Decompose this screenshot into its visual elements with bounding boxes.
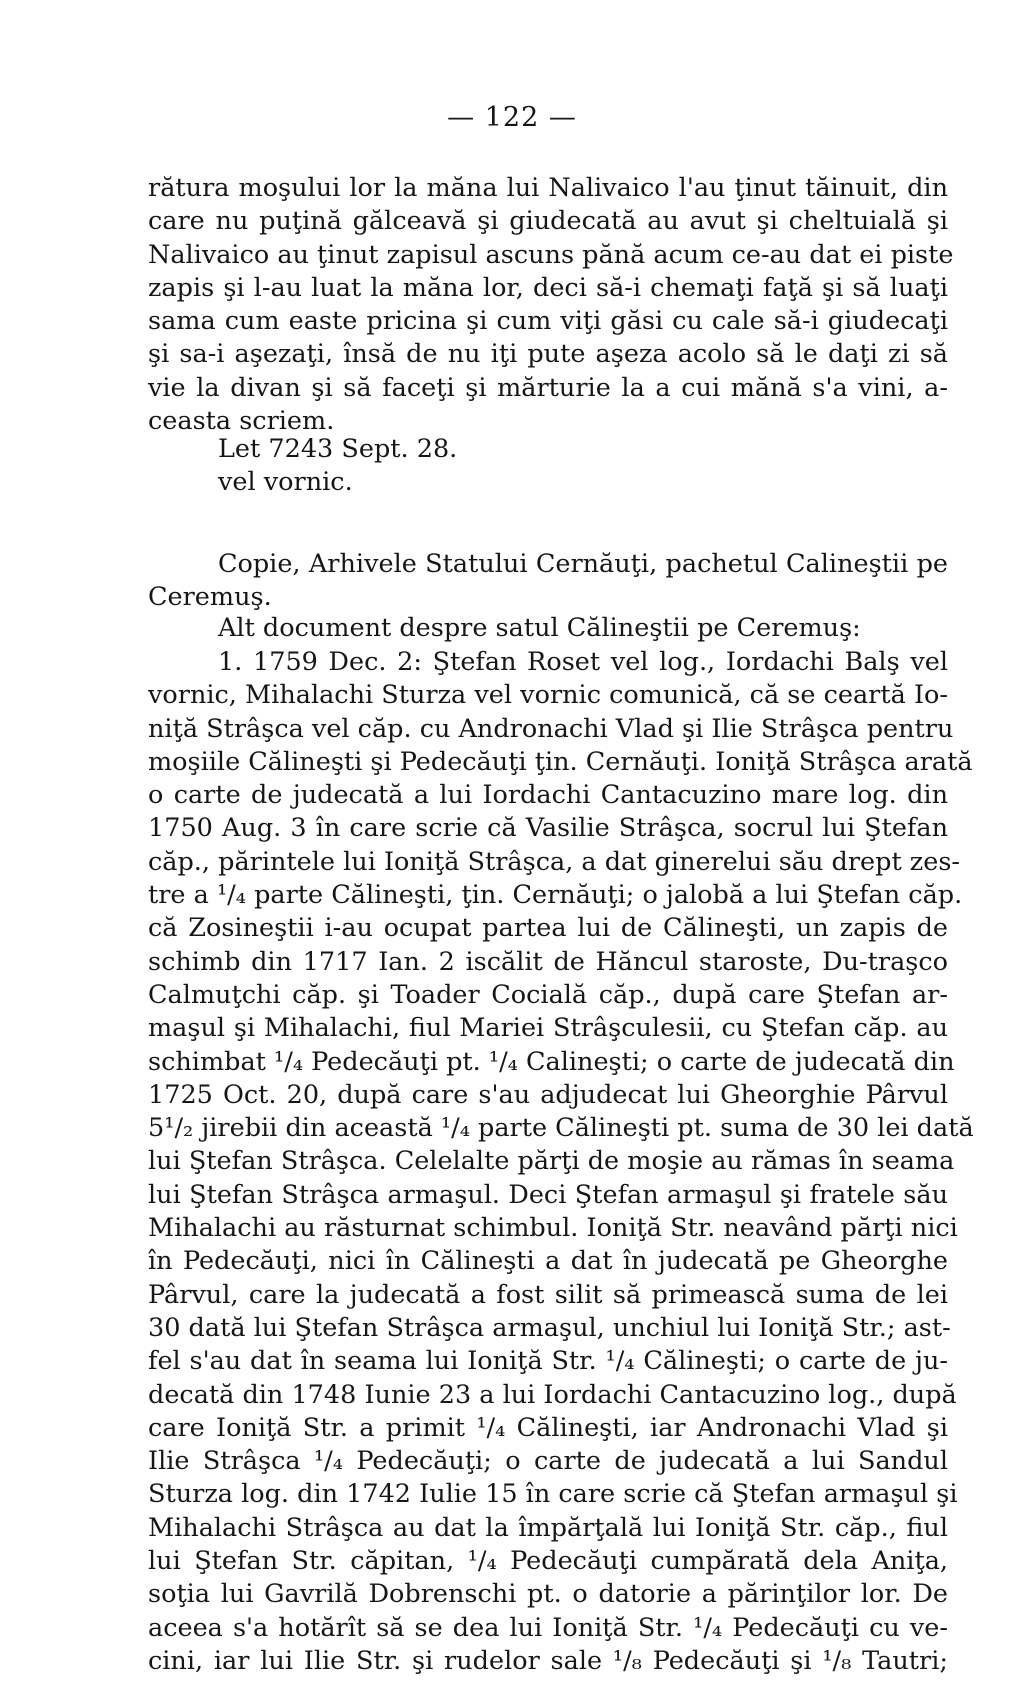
text-line: ceasta scriem. [148, 406, 335, 437]
text-line: aceea s'a hotărît să se dea lui Ioniţă Str. ¹/₄ Pedecăuţi cu ve- [148, 1612, 948, 1643]
text-line: lui Ştefan Strâşca. Celelalte părţi de moşie au rămas în seama [148, 1146, 955, 1177]
text-line: care nu puţină gălceavă şi giudecată au avut şi cheltuială şi [148, 206, 948, 237]
text-line: lui Ştefan Str. căpitan, ¹/₄ Pedecăuţi cumpărată dela Aniţa, [148, 1546, 948, 1577]
text-line: decată din 1748 Iunie 23 a lui Iordachi Cantacuzino log., după [148, 1379, 957, 1410]
source-note [148, 548, 948, 615]
text-line: Mihalachi Strâşca au dat la împărţală lui Ioniţă Str. căp., fiul [148, 1512, 948, 1543]
text-line: 1. 1759 Dec. 2: Ştefan Roset vel log., Iordachi Balş vel [218, 647, 948, 677]
text-line: tre a ¹/₄ parte Călineşti, ţin. Cernăuţi; o jalobă a lui Ştefan căp. [148, 880, 963, 911]
text-line: fel s'au dat în seama lui Ioniţă Str. ¹/₄ Călineşti; o carte de ju- [148, 1346, 948, 1377]
text-line: căp., părintele lui Ioniţă Strâşca, a dat ginerelui său drept zes- [148, 846, 961, 877]
text-line: Calmuţchi căp. şi Toader Cocială căp., după care Ştefan ar- [148, 979, 948, 1010]
text-line: schimb din 1717 Ian. 2 iscălit de Hăncul staroste, Du-traşco [148, 946, 948, 977]
text-line: 1725 Oct. 20, după care s'au adjudecat lui Gheorghie Pârvul [148, 1079, 948, 1110]
text-line: moşiile Călineşti şi Pedecăuţi ţin. Cernăuţi. Ioniţă Strâşca arată [148, 746, 973, 777]
text-line: maşul şi Mihalachi, fiul Mariei Strâşculesii, cu Ştefan căp. au [148, 1013, 948, 1044]
text-line: 5¹/₂ jirebii din această ¹/₄ parte Călineşti pt. suma de 30 lei dată [148, 1113, 974, 1144]
page-number: — 122 — [447, 102, 577, 133]
text-line: lui Ştefan Strâşca armaşul. Deci Ştefan armaşul şi fratele său [148, 1179, 948, 1210]
date-and-signature [148, 433, 948, 500]
date-line: Let 7243 Sept. 28. [218, 434, 458, 464]
text-line: Nalivaico au ţinut zapisul ascuns pănă acum ce-au dat ei piste [148, 239, 954, 270]
text-line: schimbat ¹/₄ Pedecăuţi pt. ¹/₄ Calineşti; o carte de judecată din [148, 1046, 955, 1077]
text-line: zapis şi l-au luat la măna lor, deci să-i chemaţi faţă şi să luaţi [148, 272, 948, 303]
text-line: şi sa-i aşezaţi, însă de nu iţi pute aşeza acolo să le daţi zi să [148, 339, 948, 370]
entry-1 [148, 646, 974, 1678]
text-line: Pârvul, care la judecată a fost silit să primească suma de lei [148, 1279, 948, 1310]
text-line: cini, iar lui Ilie Str. şi rudelor sale ¹/₈ Pedecăuţi şi ¹/₈ Tautri; [148, 1645, 948, 1676]
text-line: Ceremuş. [148, 582, 272, 613]
text-line: Mihalachi au răsturnat schimbul. Ioniţă Str. neavând părţi nici [148, 1213, 958, 1244]
text-line: 30 dată lui Ştefan Strâşca armaşul, unchiul lui Ioniţă Str.; ast- [148, 1312, 951, 1343]
text-line: care Ioniţă Str. a primit ¹/₄ Călineşti, iar Andronachi Vlad şi [148, 1412, 948, 1443]
text-line: că Zosineştii i-au ocupat partea lui de Călineşti, un zapis de [148, 913, 948, 944]
text-line: Sturza log. din 1742 Iulie 15 în care scrie că Ştefan armaşul şi [148, 1479, 958, 1510]
text-line: în Pedecăuţi, nici în Călineşti a dat în judecată pe Gheorghe [148, 1246, 948, 1277]
text-line: 1750 Aug. 3 în care scrie că Vasilie Strâşca, socrul lui Ştefan [148, 813, 948, 844]
text-line: sama cum easte pricina şi cum viţi găsi cu cale să-i giudecaţi [148, 306, 948, 337]
text-line: soţia lui Gavrilă Dobrenschi pt. o datorie a părinţilor lor. De [148, 1579, 948, 1610]
section-heading: Alt document despre satul Călineştii pe Ceremuş: [218, 613, 861, 643]
other-document-heading [148, 612, 948, 645]
text-line: vornic, Mihalachi Sturza vel vornic comunică, că se ceartă Io- [148, 680, 948, 711]
text-line: rătura moşului lor la măna lui Nalivaico l'au ţinut tăinuit, din [148, 173, 948, 203]
text-line: vie la divan şi să faceţi şi mărturie la a cui mănă s'a vini, a- [148, 372, 948, 403]
paragraph-letter-body [148, 172, 954, 438]
text-line: Ilie Strâşca ¹/₄ Pedecăuţi; o carte de judecată a lui Sandul [148, 1446, 948, 1477]
text-line: niţă Strâşca vel căp. cu Andronachi Vlad şi Ilie Strâşca pentru [148, 713, 954, 744]
text-line: o carte de judecată a lui Iordachi Cantacuzino mare log. din [148, 780, 948, 811]
text-line: Copie, Arhivele Statului Cernăuţi, pachetul Calineştii pe [218, 549, 948, 579]
signature-line: vel vornic. [218, 467, 353, 498]
